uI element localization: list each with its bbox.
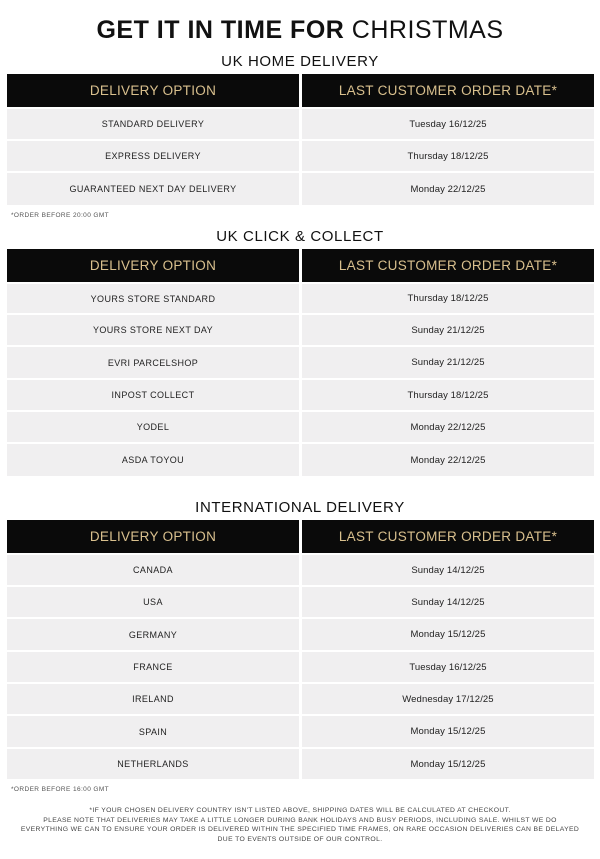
delivery-option-cell: IRELAND — [7, 684, 299, 714]
page-title-bold: GET IT IN TIME FOR — [96, 16, 345, 44]
table-row — [7, 555, 594, 585]
section-title-uk-home-delivery: UK HOME DELIVERY — [221, 53, 379, 70]
order-date-cell: Monday 22/12/25 — [302, 173, 594, 205]
table-row — [7, 315, 594, 345]
order-date-cell: Sunday 14/12/25 — [302, 555, 594, 585]
delivery-option-cell: YOURS STORE STANDARD — [7, 284, 299, 313]
order-date-cell: Monday 15/12/25 — [302, 619, 594, 650]
delivery-option-cell: CANADA — [7, 555, 299, 585]
table-row — [7, 716, 594, 747]
order-date-cell: Sunday 14/12/25 — [302, 587, 594, 617]
header-last-order-date: LAST CUSTOMER ORDER DATE* — [302, 249, 594, 282]
order-date-cell: Monday 22/12/25 — [302, 412, 594, 442]
delivery-option-cell: GERMANY — [7, 619, 299, 650]
delivery-option-cell: NETHERLANDS — [7, 749, 299, 779]
delivery-option-cell: ASDA TOYOU — [7, 444, 299, 476]
delivery-option-cell: INPOST COLLECT — [7, 380, 299, 410]
order-date-cell: Monday 22/12/25 — [302, 444, 594, 476]
footer-line-2: PLEASE NOTE THAT DELIVERIES MAY TAKE A LITTLE LONGER DURING BANK HOLIDAYS AND BUSY PERIODS, INCLUDING SALE. WHILST WE DO EVERYTHING WE CAN TO ENSURE YOUR ORDER IS DELIVERED WITHIN THE SPECIFIED TIME FRAMES, ON RARE OCCASION DELIVERIES CAN BE DELAYED DUE TO EVENTS OUTSIDE OF OUR CONTROL. — [20, 816, 580, 843]
order-date-cell: Sunday 21/12/25 — [302, 315, 594, 345]
delivery-option-cell: YODEL — [7, 412, 299, 442]
order-date-cell: Thursday 18/12/25 — [302, 284, 594, 313]
delivery-option-cell: EXPRESS DELIVERY — [7, 141, 299, 171]
table-header — [7, 249, 594, 282]
header-last-order-date: LAST CUSTOMER ORDER DATE* — [302, 520, 594, 553]
international-delivery-table — [7, 520, 594, 779]
header-delivery-option: DELIVERY OPTION — [7, 249, 299, 282]
order-date-cell: Tuesday 16/12/25 — [302, 109, 594, 139]
table-row — [7, 619, 594, 650]
delivery-option-cell: YOURS STORE NEXT DAY — [7, 315, 299, 345]
table-header — [7, 520, 594, 553]
table-row — [7, 141, 594, 171]
order-date-cell: Wednesday 17/12/25 — [302, 684, 594, 714]
order-date-cell: Sunday 21/12/25 — [302, 347, 594, 378]
delivery-option-cell: GUARANTEED NEXT DAY DELIVERY — [7, 173, 299, 205]
uk-home-delivery-table — [7, 74, 594, 205]
delivery-option-cell: USA — [7, 587, 299, 617]
order-date-cell: Monday 15/12/25 — [302, 716, 594, 747]
table-row — [7, 347, 594, 378]
order-cutoff-note: *ORDER BEFORE 16:00 GMT — [11, 786, 110, 793]
delivery-option-cell: EVRI PARCELSHOP — [7, 347, 299, 378]
table-row — [7, 652, 594, 682]
table-row — [7, 109, 594, 139]
order-date-cell: Monday 15/12/25 — [302, 749, 594, 779]
uk-click-collect-table — [7, 249, 594, 476]
table-row — [7, 173, 594, 205]
order-date-cell: Thursday 18/12/25 — [302, 380, 594, 410]
table-row — [7, 380, 594, 410]
table-row — [7, 587, 594, 617]
table-row — [7, 444, 594, 476]
header-delivery-option: DELIVERY OPTION — [7, 520, 299, 553]
order-cutoff-note: *ORDER BEFORE 20:00 GMT — [11, 212, 110, 219]
page-title-light: CHRISTMAS — [351, 16, 504, 44]
order-date-cell: Thursday 18/12/25 — [302, 141, 594, 171]
delivery-option-cell: STANDARD DELIVERY — [7, 109, 299, 139]
section-title-international-delivery: INTERNATIONAL DELIVERY — [195, 499, 405, 516]
delivery-option-cell: FRANCE — [7, 652, 299, 682]
table-row — [7, 412, 594, 442]
delivery-option-cell: SPAIN — [7, 716, 299, 747]
table-row — [7, 749, 594, 779]
page-title — [0, 14, 600, 46]
header-last-order-date: LAST CUSTOMER ORDER DATE* — [302, 74, 594, 107]
footer-line-1: *IF YOUR CHOSEN DELIVERY COUNTRY ISN'T LISTED ABOVE, SHIPPING DATES WILL BE CALCULATED AT CHECKOUT. — [89, 807, 511, 814]
table-header — [7, 74, 594, 107]
table-row — [7, 684, 594, 714]
header-delivery-option: DELIVERY OPTION — [7, 74, 299, 107]
section-title-uk-click-collect: UK CLICK & COLLECT — [216, 228, 384, 245]
table-row — [7, 284, 594, 313]
order-date-cell: Tuesday 16/12/25 — [302, 652, 594, 682]
footer-disclaimer — [20, 806, 580, 844]
